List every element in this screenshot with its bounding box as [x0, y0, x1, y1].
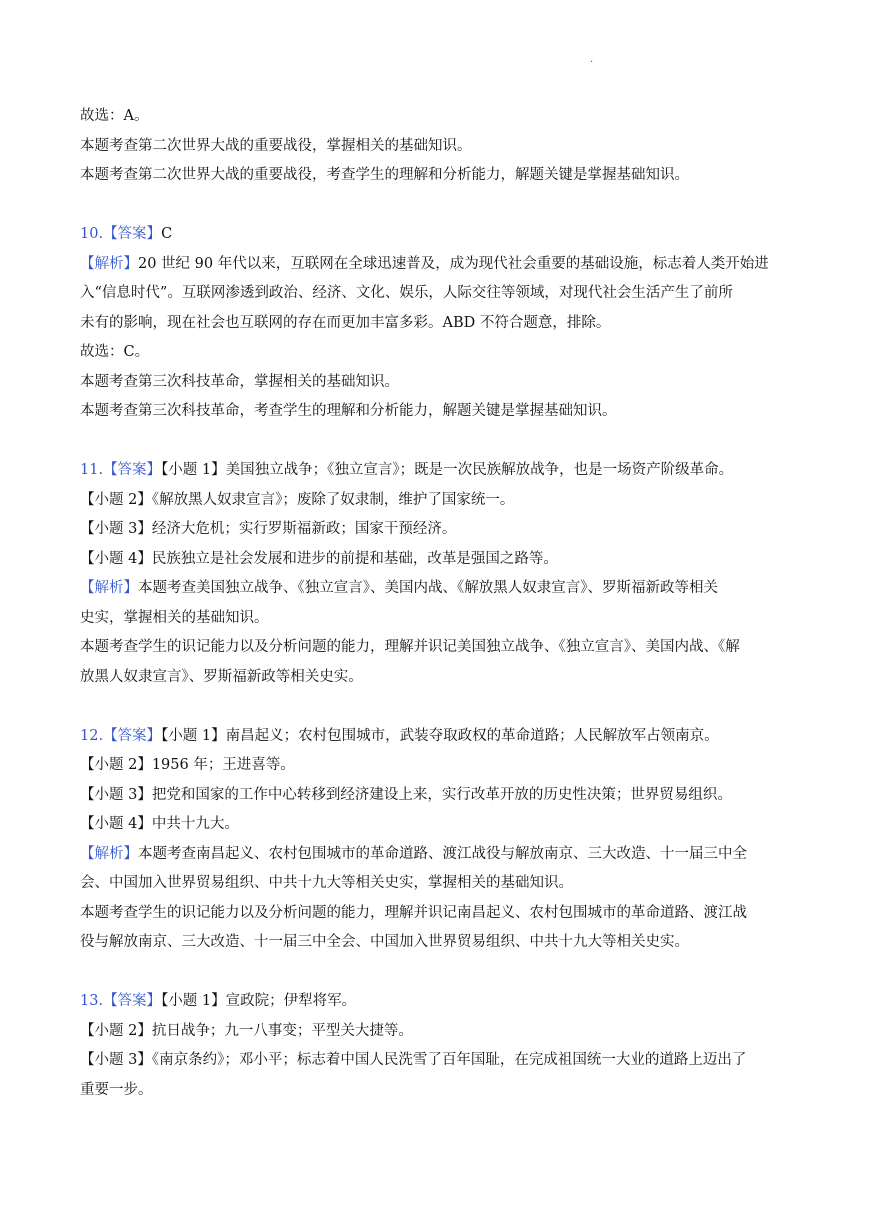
q11-note-line-2: 放黑人奴隶宣言》、罗斯福新政等相关史实。 [80, 668, 363, 685]
q13-answer-line: 13.【答案】【小题 1】宣政院；伊犁将军。 [80, 993, 357, 1009]
q11-number: 11. [80, 462, 104, 478]
q10-analysis-line-2: 入“信息时代”。互联网渗透到政治、经济、文化、娱乐，人际交往等领域，对现代社会生活产生了前所 [80, 285, 733, 301]
q12-analysis-line-1: 【解析】本题考查南昌起义、农村包围城市的革命道路、渡江战役与解放南京、三大改造、十一届三中全 [80, 845, 747, 862]
q11-sub-2: 【小题 2】《解放黑人奴隶宣言》；废除了奴隶制，维护了国家统一。 [80, 491, 515, 508]
q10-note-2: 本题考查第三次科技革命，考查学生的理解和分析能力，解题关键是掌握基础知识。 [80, 403, 617, 419]
q11-analysis-line-1: 【解析】本题考查美国独立战争、《独立宣言》、美国内战、《解放黑人奴隶宣言》、罗斯福新政等相关 [80, 580, 718, 596]
q11-block [80, 456, 792, 692]
answer-content [80, 102, 792, 1105]
q11-sub-3: 【小题 3】经济大危机；实行罗斯福新政；国家干预经济。 [80, 521, 457, 537]
q9-note-2: 本题考查第二次世界大战的重要战役，考查学生的理解和分析能力，解题关键是掌握基础知识。 [80, 167, 689, 183]
q12-sub-2: 【小题 2】1956 年；王进喜等。 [80, 757, 295, 773]
q13-sub-3-line-1: 【小题 3】《南京条约》；邓小平；标志着中国人民洗雪了百年国耻，在完成祖国统一大业的道路上迈出了 [80, 1052, 747, 1068]
q12-number: 12. [80, 727, 104, 744]
q11-note-line-1: 本题考查学生的识记能力以及分析问题的能力，理解并识记美国独立战争、《独立宣言》、美国内战、《解 [80, 639, 740, 655]
q13-sub-3-line-2: 重要一步。 [80, 1081, 153, 1098]
q9-tail [80, 102, 792, 191]
q12-answer-line: 12.【答案】【小题 1】南昌起义；农村包围城市，武装夺取政权的革命道路；人民解放军占领南京。 [80, 727, 719, 744]
q11-answer-line: 11.【答案】【小题 1】美国独立战争；《独立宣言》；既是一次民族解放战争，也是一场资产阶级革命。 [80, 462, 734, 478]
q10-answer-tag: 【答案】 [103, 226, 162, 242]
q13-answer-tag: 【答案】 [103, 993, 162, 1009]
q12-note-line-2: 役与解放南京、三大改造、十一届三中全会、中国加入世界贸易组织、中共十九大等相关史实。 [80, 934, 689, 950]
header-mark: . [590, 54, 594, 65]
q10-analysis-line-3: 未有的影响，现在社会也互联网的存在而更加丰富多彩。ABD 不符合题意，排除。 [80, 314, 611, 331]
q12-answer-tag: 【答案】 [103, 727, 162, 744]
q9-choice: 故选：A。 [80, 108, 149, 124]
q12-note-line-1: 本题考查学生的识记能力以及分析问题的能力，理解并识记南昌起义、农村包围城市的革命道路、渡江战 [80, 904, 747, 921]
q10-note-1: 本题考查第三次科技革命，掌握相关的基础知识。 [80, 373, 399, 390]
q10-answer: C [161, 226, 173, 242]
q12-sub-3: 【小题 3】把党和国家的工作中心转移到经济建设上来，实行改革开放的历史性决策；世界贸易组织。 [80, 786, 732, 803]
q10-analysis-tag: 【解析】 [80, 255, 138, 272]
q10-answer-line [80, 220, 792, 250]
q11-answer-tag: 【答案】 [103, 462, 162, 478]
q12-analysis-line-2: 会、中国加入世界贸易组织、中共十九大等相关史实，掌握相关的基础知识。 [80, 875, 573, 891]
q13-number: 13. [80, 993, 104, 1009]
q10-block [80, 220, 792, 427]
q11-analysis-line-2: 史实，掌握相关的基础知识。 [80, 609, 269, 626]
q12-analysis-tag: 【解析】 [80, 845, 138, 862]
q13-block [80, 987, 792, 1105]
q11-sub-4: 【小题 4】民族独立是社会发展和进步的前提和基础，改革是强国之路等。 [80, 550, 558, 567]
q10-number: 10. [80, 226, 104, 242]
q11-analysis-tag: 【解析】 [80, 580, 138, 596]
q12-block [80, 722, 792, 958]
q10-analysis-line-1: 【解析】20 世纪 90 年代以来，互联网在全球迅速普及，成为现代社会重要的基础设施，标志着人类开始进 [80, 255, 769, 272]
q13-sub-2: 【小题 2】抗日战争；九一八事变；平型关大捷等。 [80, 1022, 413, 1039]
q10-choice: 故选：C。 [80, 344, 150, 360]
q9-note-1: 本题考查第二次世界大战的重要战役，掌握相关的基础知识。 [80, 137, 472, 154]
q12-sub-4: 【小题 4】中共十九大。 [80, 816, 239, 832]
